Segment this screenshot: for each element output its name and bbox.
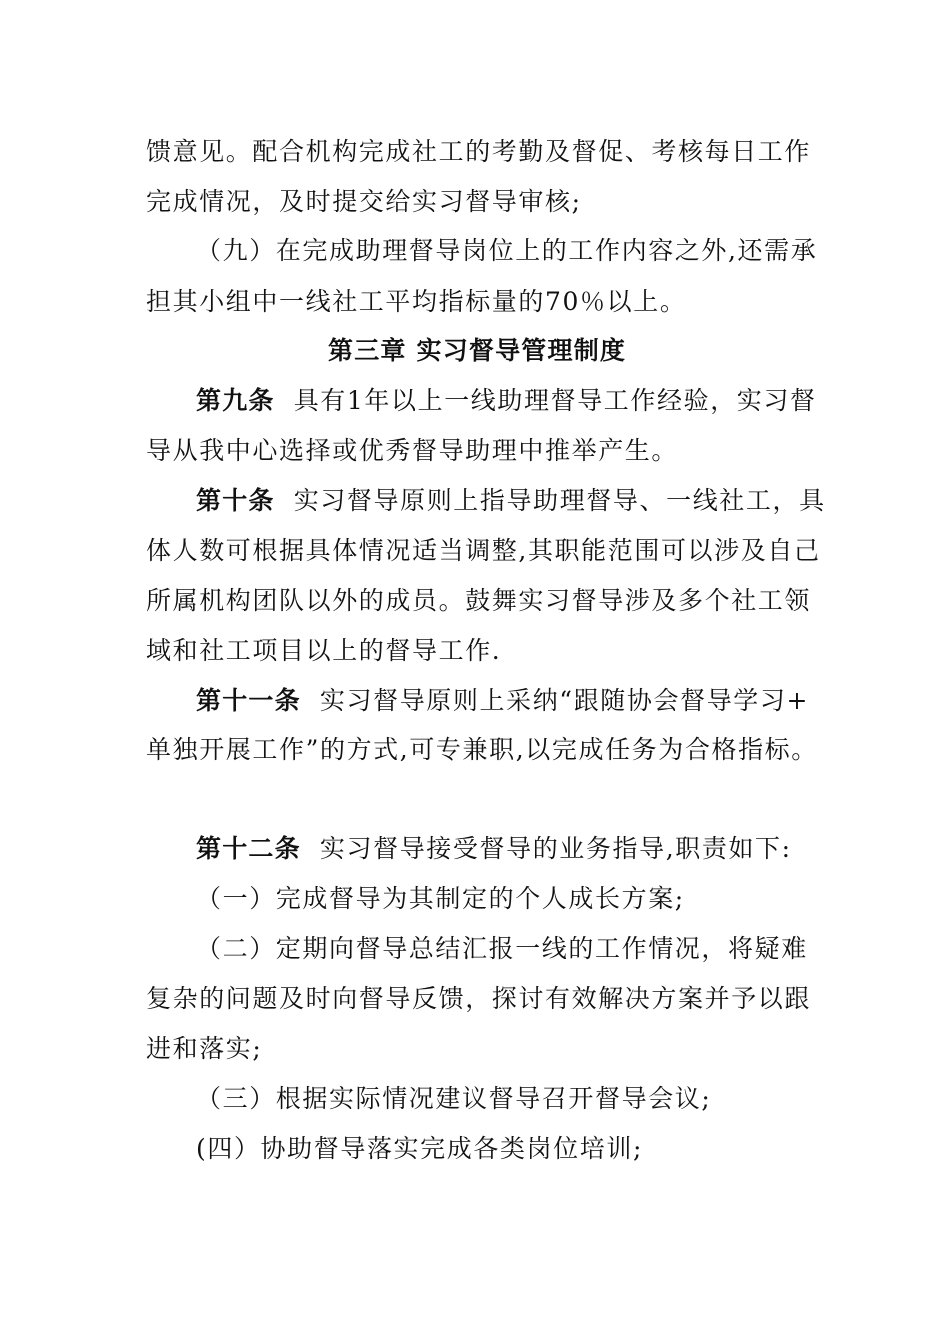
text: （二）定期向督导总结汇报一线的工作情况，将疑难 [196,934,808,963]
paragraph-line [146,584,811,618]
paragraph-line [146,185,582,219]
text: 进和落实; [146,1034,263,1063]
heading-text: 第三章 实习督导管理制度 [328,336,627,365]
paragraph-line [146,285,686,319]
paragraph-line [196,1082,711,1116]
paragraph-line [196,882,685,916]
article-text: 具有1年以上一线助理督导工作经验，实习督 [293,386,817,415]
text: 所属机构团队以外的成员。鼓舞实习督导涉及多个社工领 [146,586,812,615]
paragraph-line [146,634,501,668]
text: 导从我中心选择或优秀督导助理中推举产生。 [146,436,679,465]
chapter-heading [328,334,626,368]
paragraph-line [196,1132,643,1166]
text: （九）在完成助理督导岗位上的工作内容之外,还需承 [196,236,818,265]
text: 单独开展工作”的方式,可专兼职,以完成任务为合格指标。 [146,735,818,764]
article-text: 实习督导原则上指导助理督导、一线社工，具 [293,486,826,515]
text: （一）完成督导为其制定的个人成长方案; [196,884,685,913]
text: 域和社工项目以上的督导工作. [146,636,502,665]
paragraph-line [196,932,808,966]
article-text: 实习督导接受督导的业务指导,职责如下: [319,834,792,863]
text: (四）协助督导落实完成各类岗位培训; [196,1134,643,1163]
article-label: 第十二条 [196,834,301,863]
article-11 [196,684,809,718]
paragraph-line [146,982,811,1016]
article-label: 第十一条 [196,686,301,715]
text: 馈意见。配合机构完成社工的考勤及督促、考核每日工作 [146,137,812,166]
text: 复杂的问题及时向督导反馈，探讨有效解决方案并予以跟 [146,984,812,1013]
text: 完成情况，及时提交给实习督导审核; [146,187,582,216]
article-label: 第九条 [196,386,275,415]
paragraph-line [146,434,678,468]
text: 体人数可根据具体情况适当调整,其职能范围可以涉及自己 [146,536,821,565]
article-10 [196,484,826,518]
article-text: 实习督导原则上采纳“跟随协会督导学习+ [319,686,810,715]
article-9 [196,384,817,418]
paragraph-line [196,234,817,268]
article-label: 第十条 [196,486,275,515]
paragraph-line [146,534,821,568]
text: 担其小组中一线社工平均指标量的70％以上。 [146,287,687,316]
article-12 [196,832,792,866]
paragraph-line [146,135,811,169]
paragraph-line [146,1032,262,1066]
text: （三）根据实际情况建议督导召开督导会议; [196,1084,712,1113]
paragraph-line [146,733,818,767]
